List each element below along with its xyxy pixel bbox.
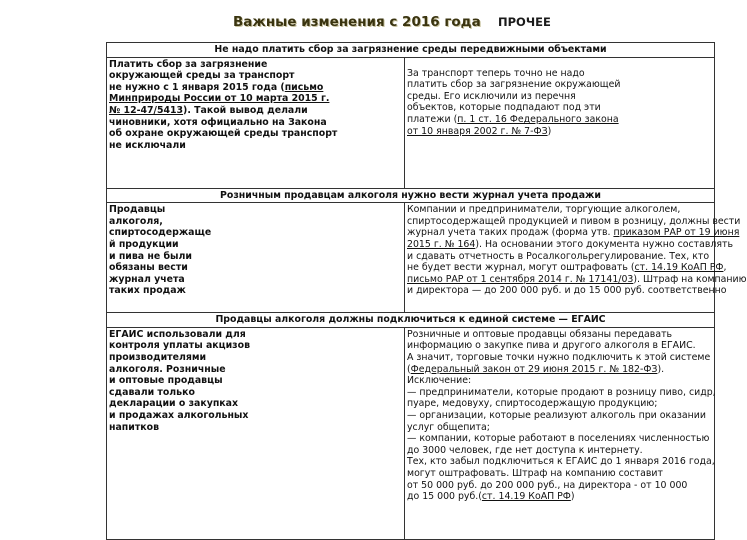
text-line <box>407 238 734 251</box>
text-line: и пива не были <box>109 250 192 262</box>
text-line: Продавцы <box>109 204 166 216</box>
text-line: чиновники, хотя официально на Закона <box>109 116 327 128</box>
text-fragment: не будет вести журнал, могут оштрафовать ( <box>407 262 635 274</box>
rar-order-number-link[interactable]: 2015 г. № 164 <box>407 238 476 250</box>
text-line <box>109 82 402 94</box>
text-line: услуг общепита; <box>407 421 490 433</box>
text-fragment: ). Такой вывод делали <box>183 104 308 116</box>
page-header <box>0 14 720 38</box>
section-label: ПРОЧЕЕ <box>498 15 551 29</box>
text-line: Розничные и оптовые продавцы обязаны передавать <box>407 328 673 340</box>
federal-law-link[interactable]: п. 1 ст. 16 Федерального закона <box>457 113 619 125</box>
federal-law-182-link[interactable]: Федеральный закон от 29 июня 2015 г. № 182-ФЗ <box>410 363 658 375</box>
text-line: об охране окружающей среды транспорт <box>109 128 338 140</box>
section-heading-row <box>107 43 715 58</box>
koap-article-link[interactable]: ст. 14.19 КоАП РФ <box>634 262 724 274</box>
text-line: алкоголя. Розничные <box>109 363 226 375</box>
letter-link-minprirody[interactable]: Минприроды России от 10 марта 2015 г. <box>109 93 330 105</box>
text-fragment: ) <box>570 491 575 503</box>
text-line: Тех, кто забыл подключиться к ЕГАИС до 1 января 2016 года, <box>407 456 715 468</box>
text-fragment: ( <box>407 363 411 375</box>
text-line <box>407 273 747 286</box>
text-line: от 50 000 руб. до 200 000 руб., на директора - от 10 000 <box>407 479 688 491</box>
text-fragment: ). Штраф на компанию <box>633 273 747 285</box>
text-line: спиртосодержаще <box>109 227 212 239</box>
text-line <box>109 105 402 117</box>
text-line <box>407 262 727 274</box>
text-line: А значит, торговые точки нужно подключить к этой системе <box>407 351 711 363</box>
text-line: обязаны вести <box>109 262 188 274</box>
text-line <box>407 126 712 138</box>
page-title: Важные изменения с 2016 года <box>233 14 481 30</box>
text-line: ЕГАИС использовали для <box>109 328 246 340</box>
new-rule-alcohol-journal <box>405 203 747 313</box>
text-line: Исключение: <box>407 375 472 387</box>
text-fragment: журнал учета таких продаж (форма утв. <box>407 227 614 239</box>
changes-table <box>106 42 747 540</box>
new-rule-transport-fee <box>405 57 715 188</box>
text-line: могут оштрафовать. Штраф на компанию составит <box>407 467 663 479</box>
text-line: платить сбор за загрязнение окружающей <box>407 79 621 91</box>
text-line: декларации о закупках <box>109 398 239 410</box>
text-fragment: платежи ( <box>407 113 458 125</box>
text-line: алкоголя, <box>109 215 163 227</box>
text-fragment: , <box>723 262 727 274</box>
table-row <box>107 203 715 313</box>
text-line: — предприниматели, которые продают в розницу пиво, сидр, <box>407 386 716 398</box>
text-fragment: не нужно с 1 января 2015 года ( <box>109 81 285 93</box>
old-rule-egais <box>107 327 405 539</box>
letter-link[interactable]: письмо <box>284 81 324 93</box>
text-line: спиртосодержащей продукцией и пивом в розницу, должны вести <box>407 215 741 227</box>
text-line: до 3000 человек, где нет доступа к интернету. <box>407 444 643 456</box>
text-fragment: ). На основании этого документа нужно составлять <box>475 238 734 250</box>
rar-order-link[interactable]: приказом РАР от 19 июня <box>613 227 740 239</box>
text-line <box>109 93 402 105</box>
table-row <box>107 327 715 539</box>
section-heading-transport-fee: Не надо платить сбор за загрязнение среды передвижными объектами <box>107 43 715 58</box>
text-line: — компании, которые работают в поселениях численностью <box>407 433 710 445</box>
text-line: и директора — до 200 000 руб. и до 15 000 руб. соответственно <box>407 285 727 297</box>
text-line: объектов, которые подпадают под эти <box>407 102 601 114</box>
text-line: производителями <box>109 351 207 363</box>
table-row <box>107 57 715 188</box>
text-fragment: до 15 000 руб.( <box>407 491 482 503</box>
text-line: й продукции <box>109 238 179 250</box>
letter-number-link[interactable]: № 12-47/5413 <box>109 104 184 116</box>
text-line: информацию о закупке пива и другого алкоголя в ЕГАИС. <box>407 340 696 352</box>
old-rule-alcohol-journal <box>107 203 405 313</box>
text-line: Компании и предприниматели, торгующие алкоголем, <box>407 204 681 216</box>
section-heading-row <box>107 313 715 328</box>
text-line: сдавали только <box>109 386 195 398</box>
text-line: Платить сбор за загрязнение <box>109 58 268 70</box>
text-line: напитков <box>109 421 160 433</box>
text-line <box>407 364 712 376</box>
text-line: — организации, которые реализуют алкоголь при оказании <box>407 409 706 421</box>
section-heading-row <box>107 188 715 203</box>
new-rule-egais <box>405 327 715 539</box>
text-line: пуаре, медовуху, спиртосодержащую продукцию; <box>407 398 658 410</box>
text-line <box>407 227 740 239</box>
text-line: и продажах алкогольных <box>109 409 249 421</box>
section-heading-egais: Продавцы алкоголя должны подключиться к единой системе — ЕГАИС <box>107 313 715 328</box>
text-line: и сдавать отчетность в Росалкогольрегулирование. Тех, кто <box>407 250 710 262</box>
koap-article-link-2[interactable]: ст. 14.19 КоАП РФ <box>481 491 571 503</box>
text-line: среды. Его исключили из перечня <box>407 90 576 102</box>
text-line: журнал учета <box>109 273 185 285</box>
old-rule-transport-fee <box>107 57 405 188</box>
text-line <box>407 491 712 503</box>
text-line: окружающей среды за транспорт <box>109 70 295 82</box>
section-heading-alcohol-journal: Розничным продавцам алкоголя нужно вести журнал учета продажи <box>107 188 715 203</box>
text-line: и оптовые продавцы <box>109 375 223 387</box>
rar-letter-link[interactable]: письмо РАР от 1 сентября 2014 г. № 17141/03 <box>407 273 634 285</box>
text-fragment: ). <box>657 363 665 375</box>
text-line: За транспорт теперь точно не надо <box>407 67 585 79</box>
federal-law-date-link[interactable]: от 10 января 2002 г. № 7-ФЗ <box>407 125 548 137</box>
text-line: таких продаж <box>109 285 186 297</box>
text-fragment: ) <box>547 125 552 137</box>
text-line: контроля уплаты акцизов <box>109 340 251 352</box>
text-line <box>407 114 712 126</box>
text-line: не исключали <box>109 139 186 151</box>
